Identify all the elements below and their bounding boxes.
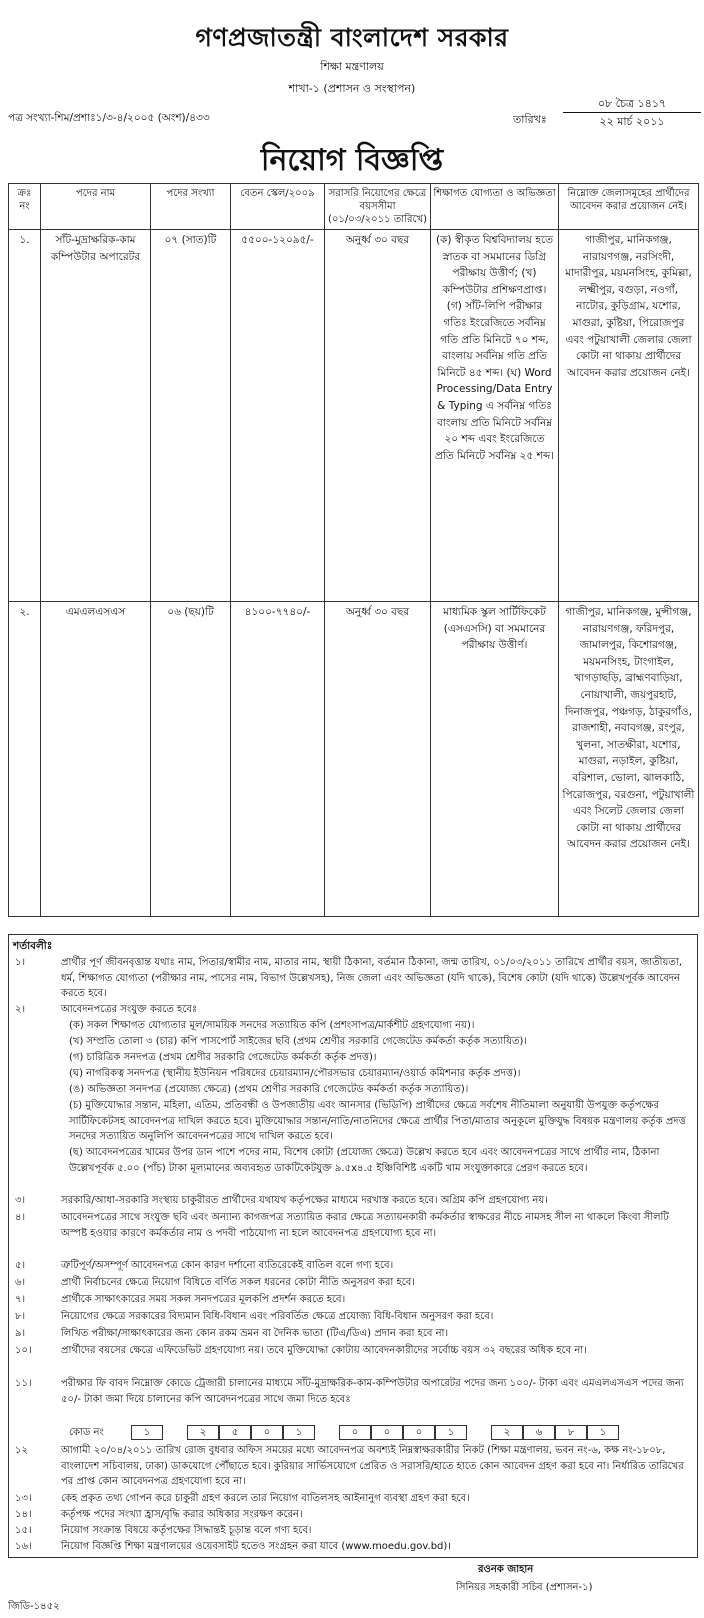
cell-pay-scale: ৫৫০০-১২০৯৫/-	[231, 230, 325, 602]
code-digit: ১	[283, 1425, 315, 1440]
cell-post-name: সাঁট-মুদ্রাক্ষরিক-কাম কম্পিউটার অপারেটর	[41, 230, 151, 602]
sub-item-text: (চ) মুক্তিযোদ্ধার সন্তান, মহিলা, এতিম, প্রতিবন্ধী ও উপজাতীয় এবং আনসার (ভিডিপি) প্রার্থীদের ক্ষেত্রে সর্বশেষ নীতিমালা অনুযায়ী উপযুক্ত কর্তৃপক্ষের সার্টিফিকেটসহ আবেদনপত্র দাখিল করতে হবে। মুক্তিযোদ্ধার সন্তান/নাতি/নাতনিদের ক্ষেত্রে প্রার্থীর পিতা/মাতার অনুকূলে মুক্তিযুদ্ধ বিষয়ক মন্ত্রণালয় কর্তৃক প্রদত্ত সনদের সত্যায়িত অনুলিপি আবেদনপত্রের সাথে দাখিল করতে হবে।	[69, 1100, 686, 1143]
signature-block	[8, 1560, 698, 1598]
conditions-section	[8, 934, 698, 1558]
condition-text: আগামী ২০/০৪/২০১১ তারিখ রোজ বুধবার অফিস সময়ের মধ্যে আবেদনপত্র অবশ্যই নিম্নস্বাক্ষরকারীর নিকট (শিক্ষা মন্ত্রণালয়, ভবন নং-৬, কক্ষ নং-১৮০৮, বাংলাদেশ সচিবালয়, ঢাকা) ডাকযোগে পৌঁছাতে হবে। কুরিয়ার সার্ভিসযোগে প্রেরিত ও সরাসরি/হাতে হাতে কোন আবেদন গ্রহণ করা হবে না। নির্ধারিত তারিখের পর প্রাপ্ত কোন আবেদনপত্র গ্রহণযোগ্য হবে না।	[61, 1445, 684, 1488]
cell-age-limit: অনুর্ধ্ব ৩০ বছর	[325, 230, 431, 602]
condition-text: প্রার্থীদের বয়সের ক্ষেত্রে এফিডেভিট গ্রহণযোগ্য নয়। তবে মুক্তিযোদ্ধা কোটায় আবেদনকারীদের সর্বোচ্চ বয়স ৩২ বছরের অধিক হবে না।	[61, 1345, 587, 1356]
sub-item-text: (খ) সম্প্রতি তোলা ৩ (চার) কপি পাসপোর্ট সাইজের ছবি (প্রথম শ্রেণীর সরকারি গেজেটেড কর্মকর্তা কর্তৃক সত্যায়িত)।	[69, 1036, 527, 1047]
date-label: তারিখঃ	[513, 113, 547, 126]
cell-pay-scale: ৪১০০-৭৭৪০/-	[231, 602, 325, 917]
conditions-title: শর্তাবলীঃ	[13, 940, 53, 952]
code-digit: ১	[587, 1425, 619, 1440]
date-english: ২২ মার্চ ২০১১	[599, 115, 665, 128]
condition-text: পরীক্ষার ফি বাবদ নিম্নোক্ত কোডে ট্রেজারী চালানের মাধ্যমে সাঁট-মুদ্রাক্ষরিক-কাম-কম্পিউটার অপারেটর পদের জন্য ১০০/- টাকা এবং এমএলএসএস পদের জন্য ৫০/- টাকা জমা দিয়ে চালানের কপি আবেদনপত্রের সাথে জমা দিতে হবেঃ	[61, 1378, 684, 1405]
header-post-name: পদের নাম	[41, 184, 151, 230]
condition-number: ১।	[15, 957, 26, 968]
header-excluded-districts: নিম্নোক্ত জেলাসমূহের প্রার্থীদের আবেদন করার প্রয়োজন নেই।	[559, 184, 699, 230]
sub-item-text: (ঘ) নাগরিকত্ব সনদপত্র (স্থানীয় ইউনিয়ন পরিষদের চেয়ারম্যান/পৌরসভার চেয়ারম্যান/ওয়ার্ড কমিশনার কর্তৃক প্রদত্ত)।	[69, 1068, 521, 1079]
reference-number: পত্র সংখ্যা-শিম/প্রশাঃ১/৩-৪/২০০৫ (অংশ)/৪৩৩	[8, 112, 210, 124]
condition-number: ৫।	[15, 1260, 26, 1271]
cell-post-name: এমএলএসএস	[41, 602, 151, 917]
government-title: গণপ্রজাতন্ত্রী বাংলাদেশ সরকার	[195, 23, 509, 52]
condition-text: আবেদনপত্রের সাথে সংযুক্ত ছবি এবং অন্যান্য কাগজপত্র সত্যায়িত করার ক্ষেত্রে সত্যায়নকারী কর্মকর্তার স্বাক্ষরের নীচে নামসহ সীল না থাকলে কিংবা সীলটি অস্পষ্ট হওয়ার কারণে কর্মকর্তার নাম ও পদবী পাঠযোগ্য না হলে আবেদনপত্র গ্রহণযোগ্য হবে না।	[61, 1212, 669, 1239]
condition-number: ১১।	[15, 1378, 32, 1389]
condition-text: আবেদনপত্রের সংযুক্ত করতে হবেঃ	[61, 1004, 198, 1015]
condition-number: ৯।	[15, 1328, 26, 1339]
condition-text: নিয়োগ বিজ্ঞপ্তি শিক্ষা মন্ত্রণালয়ের ওয়েবসাইট হতেও সংগ্রহন করা যাবে (www.moedu.gov.bd)।	[61, 1541, 452, 1552]
table-row	[9, 602, 699, 917]
cell-serial: ২.	[9, 602, 41, 917]
signatory-name: রওনক জাহান	[478, 1564, 534, 1575]
code-digit: ৫	[219, 1425, 251, 1440]
condition-number: ১৪।	[15, 1509, 32, 1520]
condition-number: ১৫।	[15, 1525, 32, 1536]
cell-serial: ১.	[9, 230, 41, 602]
condition-text: প্রার্থীকে সাক্ষাৎকারের সময় সকল সনদপত্রের মূলকপি প্রদর্শন করতে হবে।	[61, 1294, 346, 1305]
condition-number: ১৬।	[15, 1541, 32, 1552]
signatory-title: সিনিয়র সহকারী সচিব (প্রশাসন-১)	[456, 1582, 593, 1593]
cell-qualification: (ক) স্বীকৃত বিশ্ববিদ্যালয় হতে স্নাতক বা সমমানের ডিগ্রি পরীক্ষায় উত্তীর্ণ; (খ) কম্পিউটার প্রশিক্ষণপ্রাপ্ত। (গ) সাঁট-লিপি পরীক্ষার গতিঃ ইংরেজিতে সর্বনিম্ন গতি প্রতি মিনিটে ৭০ শব্দ, বাংলায় সর্বনিম্ন গতি প্রতি মিনিটে ৪৫ শব্দ। (ঘ) Word Processing/Data Entry & Typing এ সর্বনিম্ন গতিঃ বাংলায় প্রতি মিনিটে সর্বনিম্ন ২০ শব্দ এবং ইংরেজিতে প্রতি মিনিটে সর্বনিম্ন ২৫ শব্দ।	[431, 230, 559, 602]
condition-text: ত্রুটিপূর্ণ/অসম্পূর্ণ আবেদনপত্র কোন কারণ দর্শানো ব্যতিরেকেই বাতিল বলে গণ্য হবে।	[61, 1260, 394, 1271]
ministry-name: শিক্ষা মন্ত্রণালয়	[320, 60, 384, 73]
condition-text: কর্তৃপক্ষ পদের সংখ্যা হ্রাস/বৃদ্ধি করার অধিকার সংরক্ষণ করেন।	[61, 1509, 303, 1520]
condition-number: ২।	[15, 1004, 26, 1015]
condition-text: নিয়োগ সংক্রান্ত বিষয়ে কর্তৃপক্ষের সিদ্ধান্তই চূড়ান্ত বলে গণ্য হবে।	[61, 1525, 312, 1536]
vacancy-table	[8, 183, 699, 917]
cell-post-count: ০৬ (ছয়)টি	[151, 602, 231, 917]
header-pay-scale: বেতন স্কেল/২০০৯	[231, 184, 325, 230]
code-digit: ০	[339, 1425, 371, 1440]
code-digit: ১	[435, 1425, 467, 1440]
code-digit: ২	[187, 1425, 219, 1440]
cell-qualification: মাধ্যমিক স্কুল সার্টিফিকেট (এসএসসি) বা সমমানের পরীক্ষায় উত্তীর্ণ।	[431, 602, 559, 917]
code-digit: ২	[491, 1425, 523, 1440]
table-header-row	[9, 184, 699, 230]
code-digit: ৬	[523, 1425, 555, 1440]
sub-item-text: (ছ) আবেদনপত্রের খামের উপর ডান পাশে পদের নাম, বিশেষ কোটা (প্রযোজ্য ক্ষেত্রে) উল্লেখ করতে হবে এবং আবেদনপত্রের সাথে প্রার্থীর নাম, ঠিকানা উল্লেখপূর্বক ৫.০০ (পাঁচ) টাকা মূল্যমানের অব্যবহৃত ডাকটিকেটযুক্ত ৯.৫x৪.৫ ইঞ্চিবিশিষ্ট একটি খাম সংযুক্তাকারে প্রেরণ করতে হবে।	[69, 1147, 660, 1174]
code-digit: ৮	[555, 1425, 587, 1440]
gd-number: জিডি-১৪৫২	[8, 1601, 60, 1612]
condition-text: সরকারি/আধা-সরকারি সংস্থায় চাকুরীরত প্রার্থীদের যথাযথ কর্তৃপক্ষের মাধ্যমে দরখাস্ত করতে হবে। অগ্রিম কপি গ্রহণযোগ্য নয়।	[61, 1195, 548, 1206]
code-digit: ০	[403, 1425, 435, 1440]
notice-title: নিয়োগ বিজ্ঞপ্তি	[260, 143, 444, 178]
date-block	[513, 95, 701, 130]
header-qualification: শিক্ষাগত যোগ্যতা ও অভিজ্ঞতা	[431, 184, 559, 230]
condition-number: ৩।	[15, 1195, 26, 1206]
condition-text: কেহ প্রকৃত তথ্য গোপন করে চাকুরী গ্রহণ করলে তার নিয়োগ বাতিলসহ আইনানুগ ব্যবস্থা গ্রহণ করা হবে।	[61, 1493, 470, 1504]
condition-number: ১০।	[15, 1345, 32, 1356]
sub-item-text: (ঙ) অভিজ্ঞতা সনদপত্র (প্রযোজ্য ক্ষেত্রে) (প্রথম শ্রেণীর সরকারি গেজেটেড কর্মকর্তা কর্তৃক সত্যায়িত)।	[69, 1084, 469, 1095]
condition-number: ৬।	[15, 1277, 26, 1288]
sub-item-text: (ক) সকল শিক্ষাগত যোগ্যতার মূল/সাময়িক সনদের সত্যায়িত কপি (প্রশংসাপত্র/মার্কশীট গ্রহণযোগ্য নয়)।	[69, 1020, 475, 1031]
cell-age-limit: অনুর্ধ্ব ৩০ বছর	[325, 602, 431, 917]
condition-number: ১৩।	[15, 1493, 32, 1504]
code-label: কোড নং	[69, 1427, 104, 1438]
condition-text: নিয়োগের ক্ষেত্রে সরকারের বিদ্যমান বিধি-বিধান এবং পরিবর্তিত ক্ষেত্রে প্রযোজ্য বিধি-বিধান অনুসরণ করা হবে।	[61, 1311, 494, 1322]
cell-excluded-districts: গাজীপুর, মানিকগঞ্জ, নারায়ণগঞ্জ, নরসিংদী, মাদারীপুর, ময়মনসিংহ, কুমিল্লা, লক্ষ্মীপুর, বগুড়া, নওগাঁ, নাটোর, কুড়িগ্রাম, যশোর, মাগুরা, কুষ্টিয়া, পিরোজপুর এবং পটুয়াখালী জেলার জেলা কোটা না থাকায় প্রার্থীদের আবেদন করার প্রয়োজন নেই।	[559, 230, 699, 602]
sub-item-text: (গ) চারিত্রিক সনদপত্র (প্রথম শ্রেণীর সরকারি গেজেটেড কর্মকর্তা কর্তৃক প্রদত্ত)।	[69, 1052, 377, 1063]
header-serial: ক্রঃ নং	[9, 184, 41, 230]
code-digit: ০	[251, 1425, 283, 1440]
condition-text: প্রার্থীর পূর্ণ জীবনবৃত্তান্ত যথাঃ নাম, পিতার/স্বামীর নাম, মাতার নাম, স্থায়ী ঠিকানা, বর্তমান ঠিকানা, জন্ম তারিখ, ০১/০৩/২০১১ তারিখে প্রার্থীর বয়স, জাতীয়তা, ধর্ম, শিক্ষাগত যোগ্যতা (পরীক্ষার নাম, পাসের নাম, বিভাগ উল্লেখসহ), নিজ জেলা এবং অভিজ্ঞতা (যদি থাকে), বিশেষ কোটা (যদি থাকে) উল্লেখপূর্বক আবেদন করতে হবে।	[61, 957, 683, 1000]
condition-number: ৪।	[15, 1212, 26, 1223]
header-age-limit: সরাসরি নিয়োগের ক্ষেত্রে বয়সসীমা (০১/০৩/২০১১ তারিখে)	[325, 184, 431, 230]
header-post-count: পদের সংখ্যা	[151, 184, 231, 230]
treasury-code-row	[69, 1425, 689, 1441]
date-bengali: ০৮ চৈত্র ১৪১৭	[563, 95, 701, 113]
cell-excluded-districts: গাজীপুর, মানিকগঞ্জ, মুন্সীগঞ্জ, নারায়ণগঞ্জ, ফরিদপুর, জামালপুর, কিশোরগঞ্জ, ময়মনসিংহ, টাংগাইল, খাগড়াছড়ি, ব্রাহ্মণবাড়িয়া, নোয়াখালী, জয়পুরহাট, দিনাজপুর, পঞ্চগড়, ঠাকুরগাঁও, রাজশাহী, নবাবগঞ্জ, রংপুর, খুলনা, সাতক্ষীরা, যশোর, মাগুরা, নড়াইল, কুষ্টিয়া, বরিশাল, ভোলা, ঝালকাঠি, পিরোজপুর, বরগুনা, পটুয়াখালী এবং সিলেট জেলার জেলা কোটা না থাকায় প্রার্থীদের আবেদন করার প্রয়োজন নেই।	[559, 602, 699, 917]
table-row	[9, 230, 699, 602]
cell-post-count: ০৭ (সাত)টি	[151, 230, 231, 602]
condition-text: লিখিত পরীক্ষা/সাক্ষাৎকারের জন্য কোন রকম ভ্রমন বা দৈনিক ভাতা (টিএ/ডিএ) প্রদান করা হবে না।	[61, 1328, 449, 1339]
condition-number: ৮।	[15, 1311, 26, 1322]
branch-name: শাখা-১ (প্রশাসন ও সংস্থাপন)	[288, 82, 416, 95]
code-digit: ১	[131, 1425, 163, 1440]
code-digit: ০	[371, 1425, 403, 1440]
condition-number: ৭।	[15, 1294, 26, 1305]
condition-text: প্রার্থী নির্বাচনের ক্ষেত্রে নিয়োগ বিধিতে বর্ণিত সকল ধরনের কোটা নীতি অনুসরণ করা হবে।	[61, 1277, 415, 1288]
condition-number: ১২	[15, 1445, 28, 1456]
